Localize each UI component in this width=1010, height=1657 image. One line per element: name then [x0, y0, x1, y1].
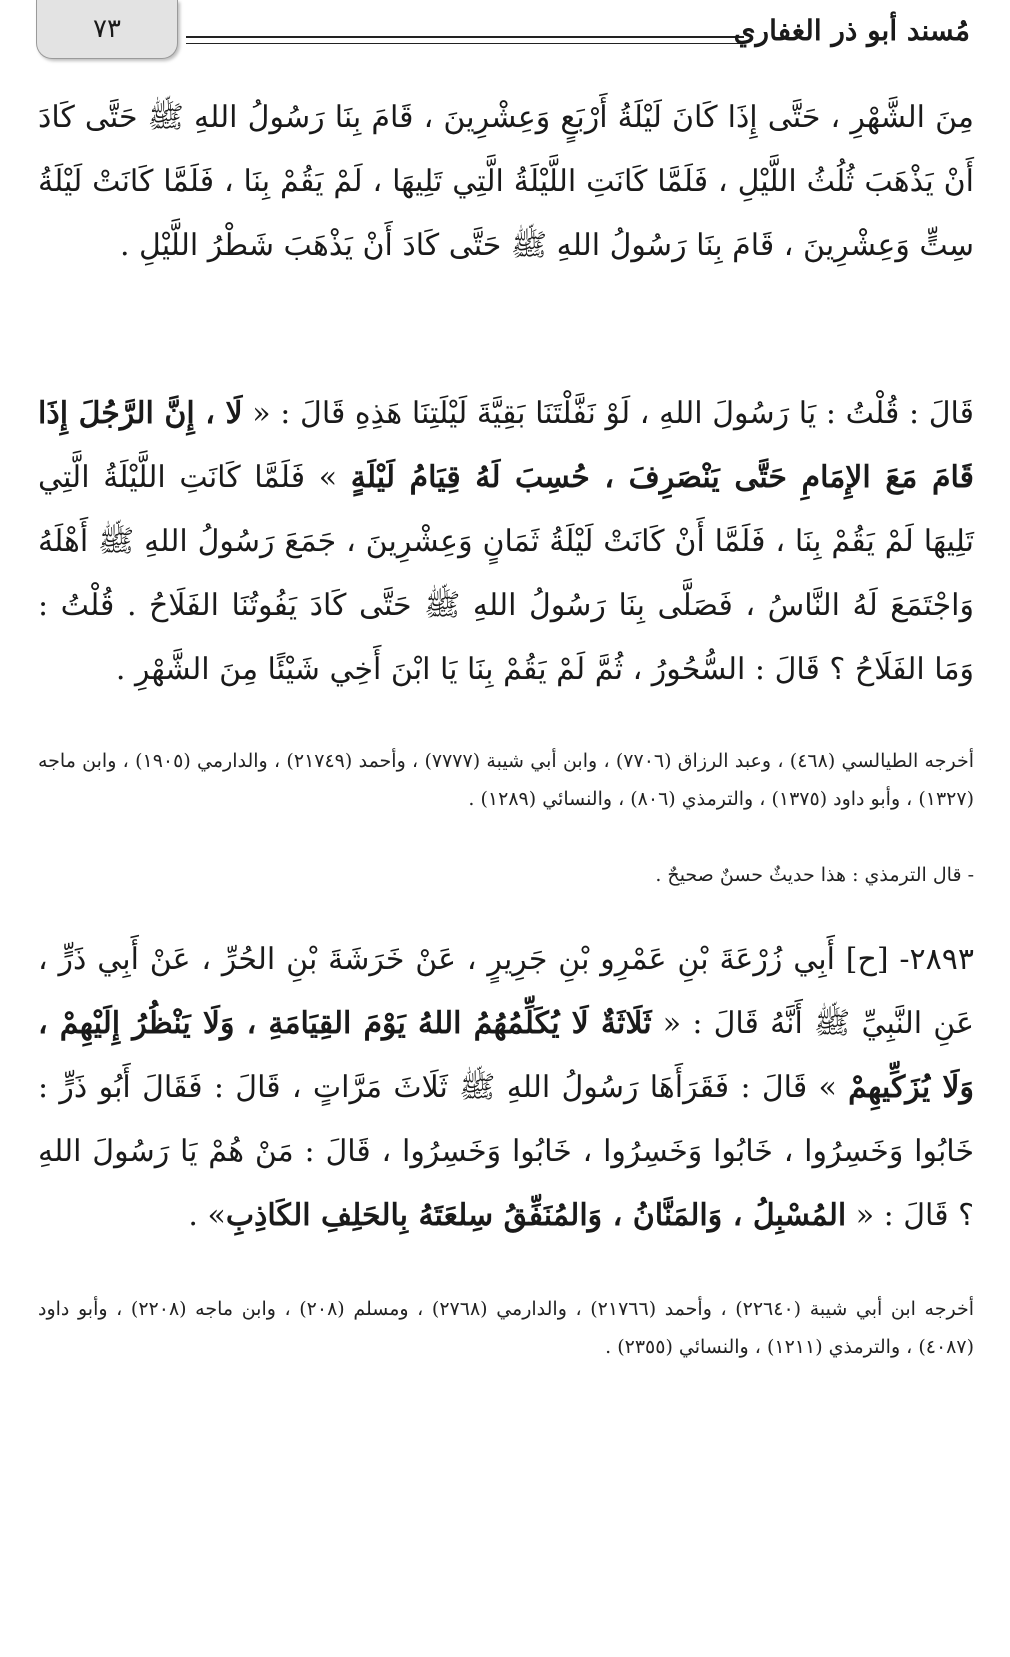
- paragraph-3-hadith-text: ثَلَاثَةٌ لَا يُكَلِّمُهُمُ اللهُ يَوْمَ القِيَامَةِ ، وَلَا يَنْظُرُ إِلَيْهِمْ ، وَلَا يُزَكِّيهِمْ: [38, 1006, 974, 1105]
- paragraph-3-text-c: » .: [188, 1198, 226, 1233]
- paragraph-3-text-b: » قَالَ : فَقَرَأَهَا رَسُولُ اللهِ ﷺ ثَلَاثَ مَرَّاتٍ ، قَالَ : فَقَالَ أَبُو ذَرٍّ : خَابُوا وَخَسِرُوا ، خَابُوا وَخَسِرُوا ، خَابُوا وَخَسِرُوا ، قَالَ : مَنْ هُمْ يَا رَسُولَ اللهِ ؟ قَالَ : «: [38, 1070, 974, 1233]
- paragraph-2-hadith-text: لَا ، إِنَّ الرَّجُلَ إِذَا قَامَ مَعَ الإِمَامِ حَتَّى يَنْصَرِفَ ، حُسِبَ لَهُ قِيَامُ لَيْلَةٍ: [38, 396, 975, 495]
- header-rule-bottom: [186, 43, 744, 44]
- paragraph-3: [38, 928, 974, 1248]
- paragraph-2-text-b: » فَلَمَّا كَانَتِ اللَّيْلَةُ الَّتِي تَلِيهَا لَمْ يَقُمْ بِنَا ، فَلَمَّا أَنْ كَانَتْ لَيْلَةُ ثَمَانٍ وَعِشْرِينَ ، جَمَعَ رَسُولُ اللهِ ﷺ أَهْلَهُ وَاجْتَمَعَ لَهُ النَّاسُ ، فَصَلَّى بِنَا رَسُولُ اللهِ ﷺ حَتَّى كَادَ يَفُوتُنَا الفَلَاحُ . قُلْتُ : وَمَا الفَلَاحُ ؟ قَالَ : السُّحُورُ ، ثُمَّ لَمْ يَقُمْ بِنَا يَا ابْنَ أَخِي شَيْئًا مِنَ الشَّهْرِ .: [38, 460, 974, 687]
- paragraph-1: مِنَ الشَّهْرِ ، حَتَّى إِذَا كَانَ لَيْلَةُ أَرْبَعٍ وَعِشْرِينَ ، قَامَ بِنَا رَسُولُ اللهِ ﷺ حَتَّى كَادَ أَنْ يَذْهَبَ ثُلُثُ اللَّيْلِ ، فَلَمَّا كَانَتِ اللَّيْلَةُ الَّتِي تَلِيهَا ، لَمْ يَقُمْ بِنَا ، فَلَمَّا كَانَتْ لَيْلَةُ سِتٍّ وَعِشْرِينَ ، قَامَ بِنَا رَسُولُ اللهِ ﷺ حَتَّى كَادَ أَنْ يَذْهَبَ شَطْرُ اللَّيْلِ .: [38, 100, 974, 263]
- page-header: [0, 0, 1010, 70]
- footnote-1-grading: - قال الترمذي : هذا حديثٌ حسنٌ صحيحٌ .: [655, 864, 974, 886]
- paragraph-3-text-a: ٢٨٩٣- [ح] أَبِي زُرْعَةَ بْنِ عَمْرِو بْنِ جَرِيرٍ ، عَنْ خَرَشَةَ بْنِ الحُرِّ ، عَنْ أَبِي ذَرٍّ ، عَنِ النَّبِيِّ ﷺ أَنَّهُ قَالَ : «: [38, 942, 975, 1041]
- paragraph-2-text-a: قَالَ : قُلْتُ : يَا رَسُولَ اللهِ ، لَوْ نَفَّلْتَنَا بَقِيَّةَ لَيْلَتِنَا هَذِهِ قَالَ : «: [242, 396, 974, 431]
- footnote-2: أخرجه ابن أبي شيبة (٢٢٦٤٠) ، وأحمد (٢١٧٦٦) ، والدارمي (٢٧٦٨) ، ومسلم (٢٠٨) ، وابن ماجه (٢٢٠٨) ، وأبو داود (٤٠٨٧) ، والترمذي (١٢١١) ، والنسائي (٢٣٥٥) .: [38, 1298, 974, 1358]
- footnote-1: أخرجه الطيالسي (٤٦٨) ، وعبد الرزاق (٧٧٠٦) ، وابن أبي شيبة (٧٧٧٧) ، وأحمد (٢١٧٤٩) ، والدارمي (١٩٠٥) ، وابن ماجه (١٣٢٧) ، وأبو داود (١٣٧٥) ، والترمذي (٨٠٦) ، والنسائي (١٢٨٩) .: [38, 750, 974, 810]
- paragraph-2: [38, 382, 974, 702]
- header-rule-top: [186, 36, 744, 38]
- running-title: مُسند أبو ذر الغفاري: [733, 14, 970, 47]
- page-number: ٧٣: [93, 14, 121, 44]
- paragraph-3-hadith-text-2: المُسْبِلُ ، وَالمَنَّانُ ، وَالمُنَفِّقُ سِلعَتَهُ بِالحَلِفِ الكَاذِبِ: [225, 1198, 847, 1233]
- page-number-tab: [36, 0, 178, 59]
